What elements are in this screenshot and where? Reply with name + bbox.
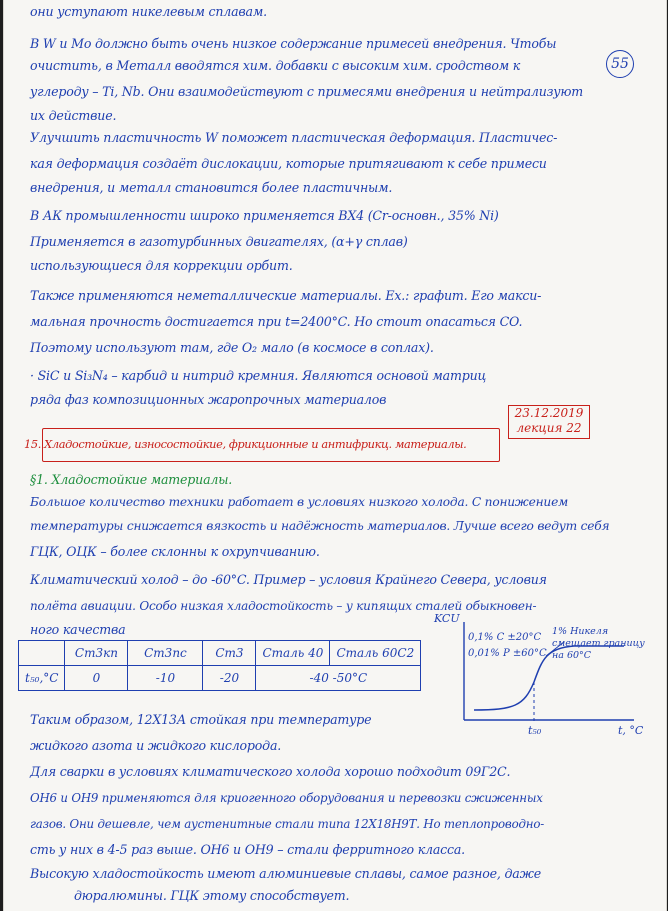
table-header-cell: Сталь 40	[256, 641, 330, 666]
table-header-cell: Ст3кп	[65, 641, 128, 666]
text-line: В W и Mo должно быть очень низкое содержание примесей внедрения. Чтобы	[30, 36, 557, 51]
text-line: кая деформация создаёт дислокации, которые притягивают к себе примеси	[30, 156, 547, 171]
text-line: Применяется в газотурбинных двигателях, (α+γ сплав)	[30, 234, 408, 249]
text-line: ряда фаз композиционных жаропрочных материалов	[30, 392, 387, 407]
table-row	[19, 666, 421, 691]
text-line: Большое количество техники работает в условиях низкого холода. С понижением	[30, 495, 568, 509]
section-heading: 15. Хладостойкие, износостойкие, фрикционные и антифрикц. материалы.	[24, 437, 467, 451]
lecture-label: лекция 22	[516, 421, 582, 435]
table-header-cell: Ст3	[203, 641, 256, 666]
text-line: ного качества	[30, 622, 126, 637]
text-line: ОН6 и ОН9 применяются для криогенного оборудования и перевозки сжиженных	[30, 791, 543, 805]
table-row-header: t₅₀,°C	[19, 666, 65, 691]
text-line: температуры снижается вязкость и надёжность материалов. Лучше всего ведут себя	[30, 519, 610, 533]
graph-y-label: KCU	[434, 612, 460, 625]
lecture-date: 23.12.2019	[514, 406, 584, 420]
table-cell: -20	[203, 666, 256, 691]
text-line: полёта авиации. Особо низкая хладостойкость – у кипящих сталей обыкновен-	[30, 599, 537, 613]
text-line: Высокую хладостойкость имеют алюминиевые сплавы, самое разное, даже	[30, 866, 541, 881]
text-line: их действие.	[30, 108, 117, 123]
text-line: они уступают никелевым сплавам.	[30, 4, 267, 19]
text-line: углероду – Ti, Nb. Они взаимодействуют с примесями внедрения и нейтрализуют	[30, 84, 584, 99]
graph-tick-label: t₅₀	[528, 724, 542, 737]
text-line: Климатический холод – до -60°C. Пример – условия Крайнего Севера, условия	[30, 572, 547, 587]
text-line: газов. Они дешевле, чем аустенитные стали типа 12Х18Н9Т. Но теплопроводно-	[30, 817, 545, 831]
table-header-cell: Сталь 60С2	[330, 641, 421, 666]
text-line: · SiC и Si₃N₄ – карбид и нитрид кремния. Являются основой матриц	[30, 368, 487, 383]
graph-x-label: t, °C	[618, 724, 644, 737]
text-line: мальная прочность достигается при t=2400°C. Но стоит опасаться CO.	[30, 314, 523, 329]
transition-graph	[434, 612, 654, 742]
subsection-heading: §1. Хладостойкие материалы.	[30, 472, 233, 487]
page-number: 55	[606, 50, 634, 78]
text-line: Для сварки в условиях климатического холода хорошо подходит 09Г2С.	[30, 764, 511, 779]
text-line: Таким образом, 12Х13А стойкая при температуре	[30, 712, 372, 727]
text-line: В АК промышленности широко применяется ВХ4 (Cr-основн., 35% Ni)	[30, 208, 499, 223]
table-cell: -10	[128, 666, 203, 691]
graph-note: 0,01% P ±60°C	[468, 648, 547, 659]
text-line: использующиеся для коррекции орбит.	[30, 258, 293, 273]
cold-resistance-table	[18, 640, 421, 691]
text-line: ГЦК, ОЦК – более склонны к охрупчиванию.	[30, 544, 320, 559]
text-line: очистить, в Металл вводятся хим. добавки с высоким хим. сродством к	[30, 58, 521, 73]
table-corner-cell	[19, 641, 65, 666]
text-line: Также применяются неметаллические материалы. Ex.: графит. Его макси-	[30, 288, 542, 303]
graph-note: 1% Никеля смещает границу на 60°C	[552, 626, 645, 661]
text-line: дюралюмины. ГЦК этому способствует.	[74, 888, 350, 903]
table-cell: 0	[65, 666, 128, 691]
notebook-page	[3, 0, 667, 911]
text-line: Поэтому используют там, где O₂ мало (в космосе в соплах).	[30, 340, 434, 355]
graph-note: 0,1% C ±20°C	[468, 632, 542, 643]
text-line: жидкого азота и жидкого кислорода.	[30, 738, 282, 753]
lecture-date-box	[508, 405, 590, 439]
text-line: Улучшить пластичность W поможет пластическая деформация. Пластичес-	[30, 130, 558, 145]
text-line: сть у них в 4-5 раз выше. ОН6 и ОН9 – стали ферритного класса.	[30, 842, 465, 857]
table-header-row	[19, 641, 421, 666]
table-cell: -40 -50°C	[256, 666, 421, 691]
text-line: внедрения, и металл становится более пластичным.	[30, 180, 393, 195]
table-header-cell: Ст3пс	[128, 641, 203, 666]
